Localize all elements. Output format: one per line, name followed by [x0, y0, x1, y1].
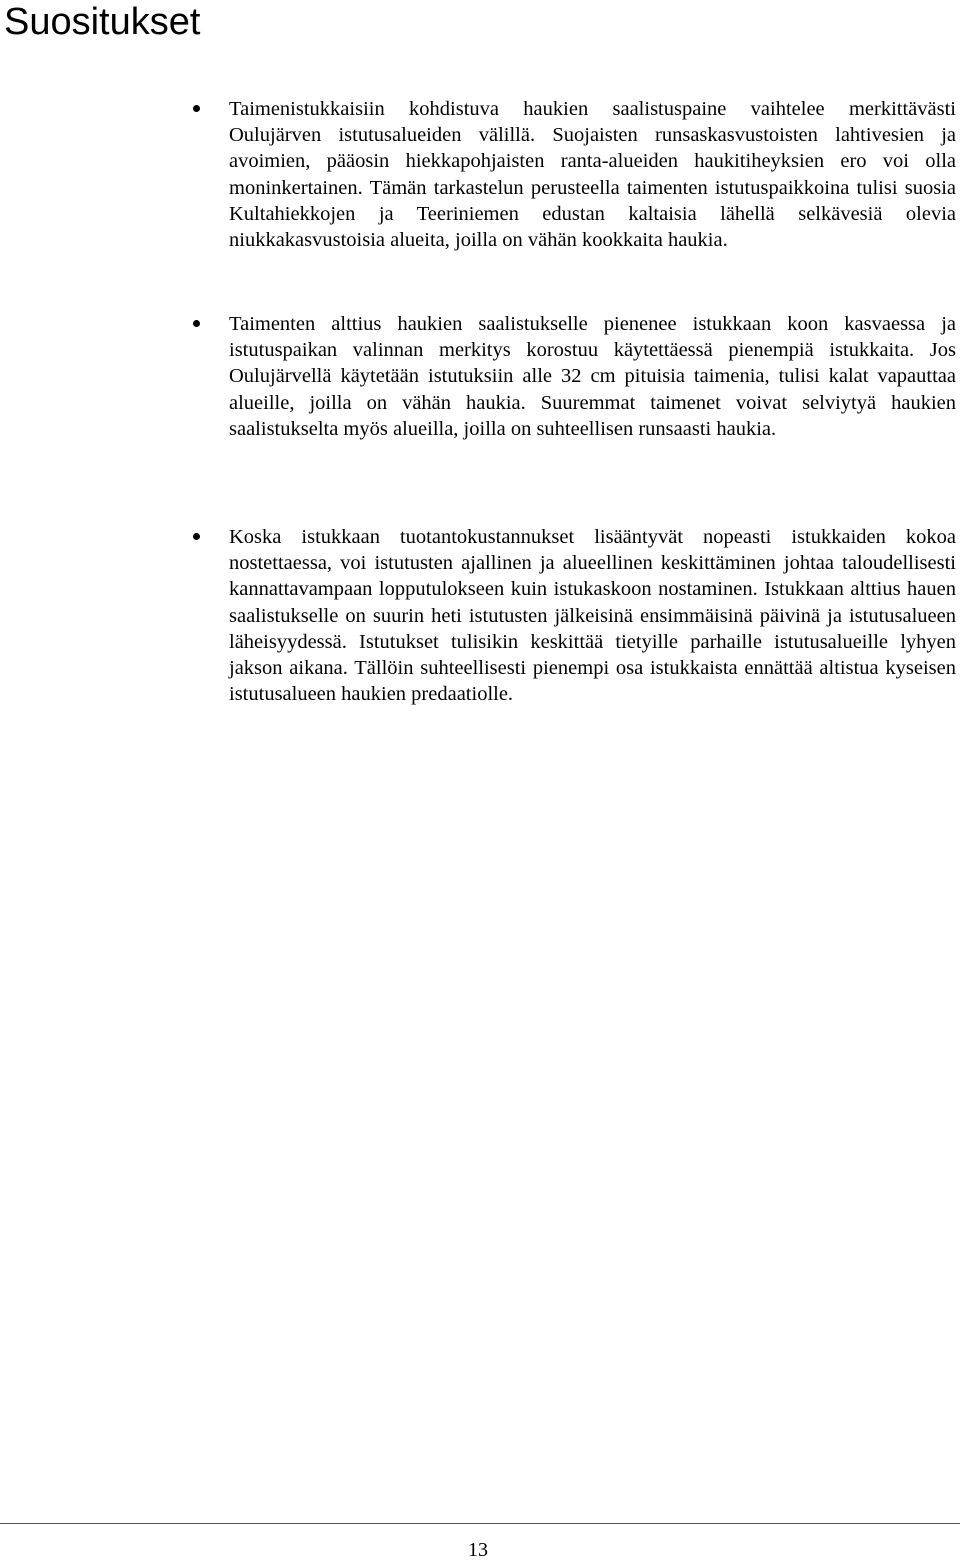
page-number: 13	[468, 1539, 488, 1561]
bullet-icon	[193, 105, 200, 112]
list-item-text: Taimenten alttius haukien saalistukselle pienenee istukkaan koon kasvaessa ja istutuspaikan valinnan merkitys korostuu käytettäessä pienempiä istukkaita. Jos Oulujärvellä käytetään istutuksiin alle 32 cm pituisia taimenia, tulisi kalat vapauttaa alueille, joilla on vähän haukia. Suuremmat taimenet voivat selviytyä haukien saalistukselta myös alueilla, joilla on suhteellisen runsaasti haukia.	[229, 313, 956, 440]
list-item-text: Taimenistukkaisiin kohdistuva haukien saalistuspaine vaihtelee merkittävästi Oulujärven istutusalueiden välillä. Suojaisten runsaskasvustoisten lahtivesien ja avoimien, pääosin hiekkapohjaisten ranta-alueiden haukitiheyksien ero voi olla moninkertainen. Tämän tarkastelun perusteella taimenten istutuspaikkoina tulisi suosia Kultahiekkojen ja Teeriniemen edustan kaltaisia lähellä selkävesiä olevia niukkakasvustoisia alueita, joilla on vähän kookkaita haukia.	[229, 98, 956, 252]
list-item	[229, 524, 956, 707]
list-item	[229, 96, 956, 253]
list-item	[229, 311, 956, 442]
page-title: Suositukset	[4, 1, 201, 43]
bullet-icon	[193, 320, 200, 327]
bullet-icon	[193, 533, 200, 540]
list-item-text: Koska istukkaan tuotantokustannukset lisääntyvät nopeasti istukkaiden kokoa nostettaessa, voi istutusten ajallinen ja alueellinen keskittäminen johtaa taloudellisesti kannattavampaan lopputulokseen kuin istukaskoon nostaminen. Istukkaan alttius hauen saalistukselle on suurin heti istutusten jälkeisinä ensimmäisinä päivinä ja istutusalueen läheisyydessä. Istutukset tulisikin keskittää tietyille parhaille istutusalueille lyhyen jakson aikana. Tällöin suhteellisesti pienempi osa istukkaista ennättää altistua kyseisen istutusalueen haukien predaatiolle.	[229, 526, 956, 706]
footer-divider	[0, 1523, 960, 1524]
